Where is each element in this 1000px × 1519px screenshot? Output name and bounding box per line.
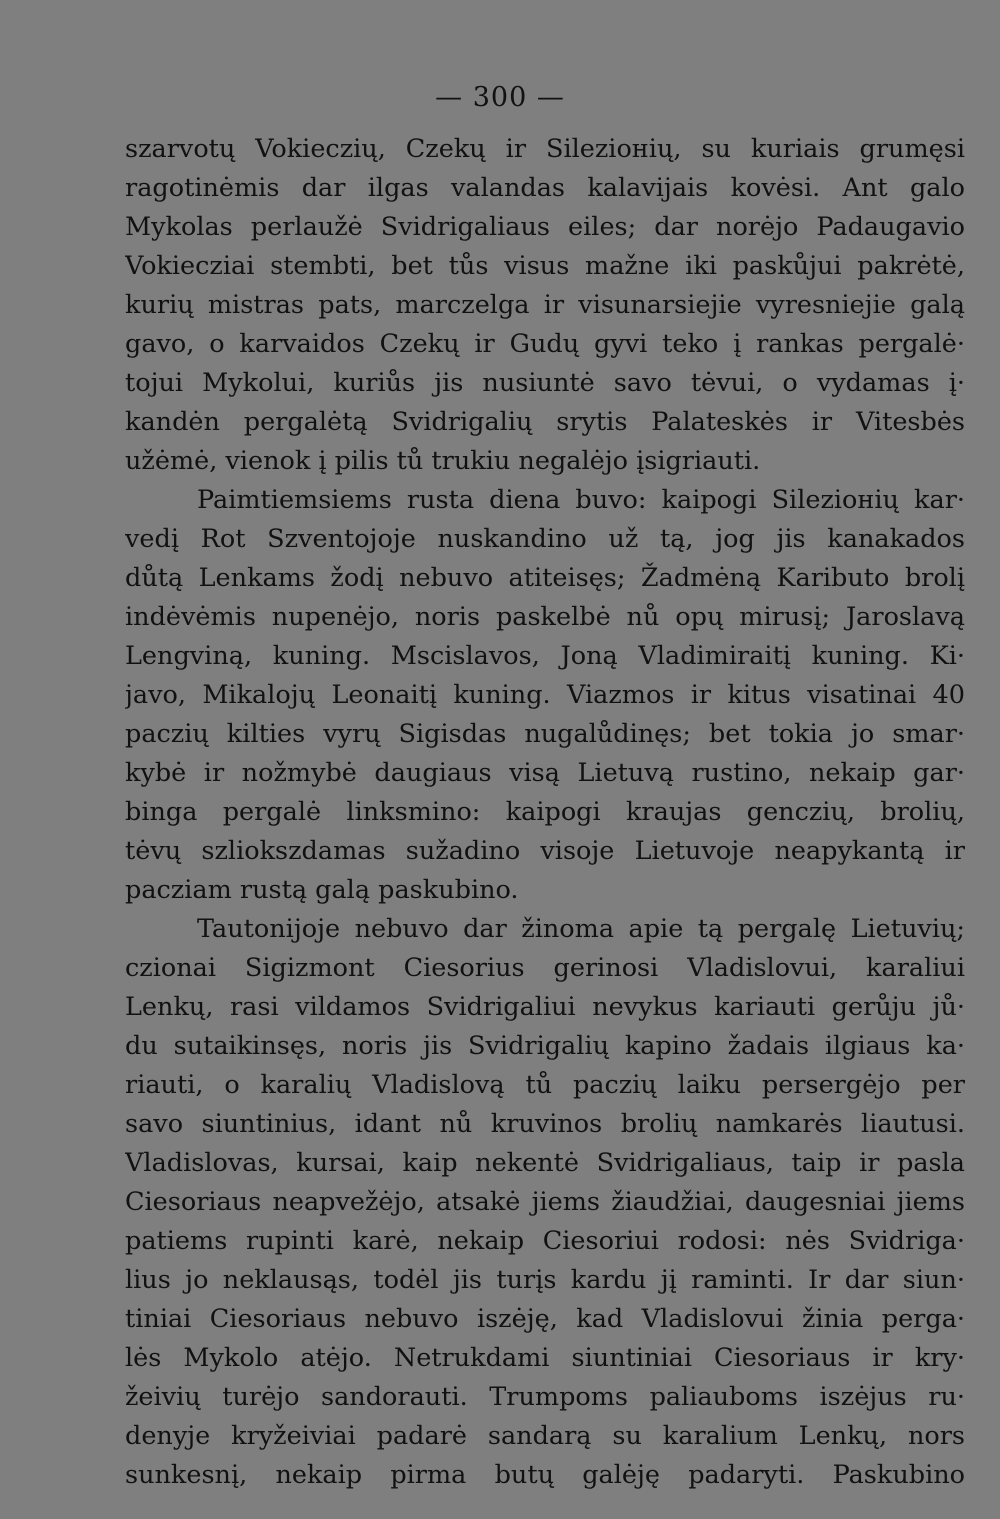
text-line: sunkesnį, nekaip pirma butų galėję padaryti. Paskubino [125, 1460, 965, 1490]
body-text [125, 130, 965, 1495]
text-line: tojui Mykolui, kuriůs jis nusiuntė savo tėvui, o vydamas į· [125, 368, 965, 398]
text-line: užėmė, vienok į pilis tů trukiu negalėjo įsigriauti. [125, 446, 761, 476]
text-line: javo, Mikalojų Leonaitį kuning. Viazmos ir kitus visatinai 40 [125, 680, 965, 710]
text-line: Ciesoriaus neapvežėjo, atsakė jiems žiaudžiai, daugesniai jiems [125, 1187, 965, 1217]
text-line: gavo, o karvaidos Czekų ir Gudų gyvi teko į rankas pergalė· [125, 329, 965, 359]
text-line: lės Mykolo atėjo. Netrukdami siuntiniai Ciesoriaus ir kry· [125, 1343, 965, 1373]
text-line: Paimtiemsiems rusta diena buvo: kaipogi Sileziонių kar· [197, 485, 965, 515]
text-line: tiniai Ciesoriaus nebuvo iszėję, kad Vladislovui žinia perga· [125, 1304, 965, 1334]
page-number: — 300 — [435, 82, 565, 113]
text-line: Vladislovas, kursai, kaip nekentė Svidrigaliaus, taip ir pasla [125, 1148, 965, 1178]
text-line: tėvų szliokszdamas sužadino visoje Lietuvoje neapykantą ir [125, 836, 965, 866]
text-line: lius jo neklausąs, todėl jis turįs kardu jį raminti. Ir dar siun· [125, 1265, 965, 1295]
text-line: ragotinėmis dar ilgas valandas kalavijais kovėsi. Ant galo [125, 173, 965, 203]
text-line: žeivių turėjo sandorauti. Trumpoms paliauboms iszėjus ru· [125, 1382, 965, 1412]
text-line: binga pergalė linksmino: kaipogi kraujas genczių, brolių, [125, 797, 965, 827]
text-line: Vokiecziai stembti, bet tůs visus mažne iki paskůjui pakrėtė, [125, 251, 965, 281]
text-line: paczių kilties vyrų Sigisdas nugalůdinęs; bet tokia jo smar· [125, 719, 965, 749]
text-line: Lenkų, rasi vildamos Svidrigaliui nevykus kariauti gerůju jů· [125, 992, 965, 1022]
text-line: denyje kryžeiviai padarė sandarą su karalium Lenkų, nors [125, 1421, 965, 1451]
text-line: Tautonijoje nebuvo dar žinoma apie tą pergalę Lietuvių; [197, 914, 965, 944]
text-line: savo siuntinius, idant nů kruvinos brolių namkarės liautusi. [125, 1109, 965, 1139]
text-line: riauti, o karalių Vladislovą tů paczių laiku persergėjo per [125, 1070, 965, 1100]
text-line: Lengviną, kuning. Mscislavos, Joną Vladimiraitį kuning. Ki· [125, 641, 965, 671]
text-line: szarvotų Vokieczių, Czekų ir Sileziонių, su kuriais grumęsi [125, 134, 965, 164]
text-line: kandėn pergalėtą Svidrigalių srytis Palateskės ir Vitesbės [125, 407, 965, 437]
text-line: patiems rupinti karė, nekaip Ciesoriui rodosi: nės Svidriga· [125, 1226, 965, 1256]
text-line: vedį Rot Szventojoje nuskandino už tą, jog jis kanakados [125, 524, 965, 554]
text-line: kurių mistras pats, marczelga ir visunarsiejie vyresniejie galą [125, 290, 965, 320]
text-line: czionai Sigizmont Ciesorius gerinosi Vladislovui, karaliui [125, 953, 965, 983]
text-line: indėvėmis nupenėjo, noris paskelbė nů opų mirusį; Jaroslavą [125, 602, 965, 632]
text-line: pacziam rustą galą paskubino. [125, 875, 519, 905]
text-line: Mykolas perlaužė Svidrigaliaus eiles; dar norėjo Padaugavio [125, 212, 965, 242]
text-line: důtą Lenkams žodį nebuvo atiteisęs; Žadmėną Kaributo brolį [125, 563, 965, 593]
text-line: kybė ir nožmybė daugiaus visą Lietuvą rustino, nekaip gar· [125, 758, 965, 788]
text-line: du sutaikinsęs, noris jis Svidrigalių kapino žadais ilgiaus ka· [125, 1031, 965, 1061]
